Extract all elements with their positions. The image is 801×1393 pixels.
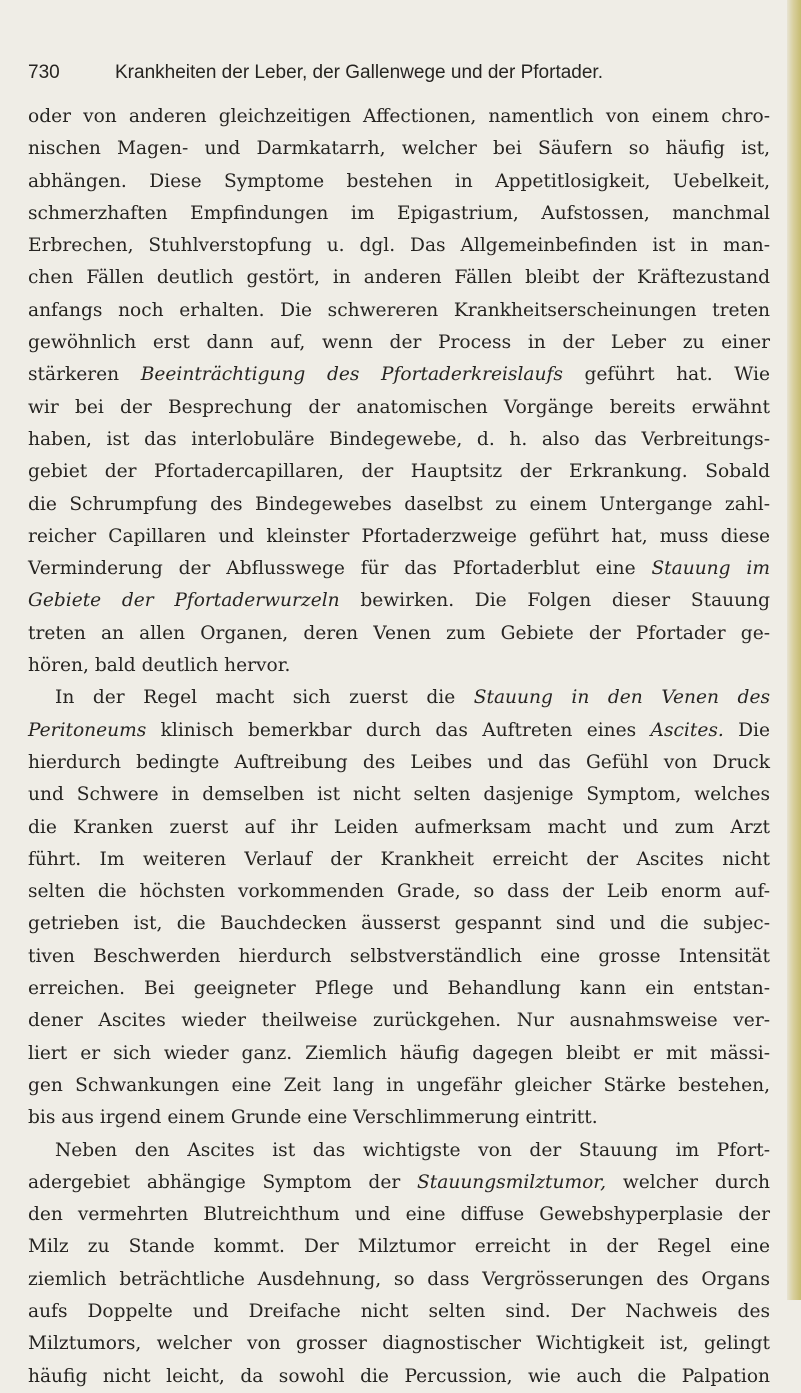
text-line — [28, 779, 770, 811]
text-line — [28, 1296, 770, 1328]
text-segment: Verminderung der Abflusswege für das Pfortaderblut eine — [28, 558, 652, 580]
text-segment: nischen Magen- und Darmkatarrh, welcher bei Säufern so häufig ist, — [28, 138, 770, 160]
text-segment: dener Ascites wieder theilweise zurückgehen. Nur ausnahmsweise ver- — [28, 1010, 770, 1032]
text-line — [28, 1361, 770, 1393]
text-segment: gen Schwankungen eine Zeit lang in ungefähr gleicher Stärke bestehen, — [28, 1074, 770, 1096]
text-line — [28, 327, 770, 359]
text-line — [28, 198, 770, 230]
text-line — [28, 166, 770, 198]
text-segment: Milztumors, welcher von grosser diagnostischer Wichtigkeit ist, gelingt — [28, 1333, 770, 1355]
text-segment: hierdurch bedingte Auftreibung des Leibes und das Gefühl von Druck — [28, 751, 770, 773]
text-segment: haben, ist das interlobuläre Bindegewebe, d. h. also das Verbreitungs- — [28, 428, 770, 450]
emphasized-text: Stauung in den Venen des — [473, 687, 770, 709]
text-line — [28, 747, 770, 779]
text-segment: bewirken. Die Folgen dieser Stauung — [339, 590, 770, 612]
text-segment: reicher Capillaren und kleinster Pfortaderzweige geführt hat, muss diese — [28, 525, 770, 547]
text-segment: Neben den Ascites ist das wichtigste von der Stauung im Pfort- — [55, 1139, 770, 1161]
text-line — [28, 1199, 770, 1231]
text-line — [28, 650, 770, 682]
text-line — [28, 715, 770, 747]
text-segment: welcher durch — [606, 1171, 771, 1193]
text-line — [28, 1102, 770, 1134]
text-segment: oder von anderen gleichzeitigen Affectionen, namentlich von einem chro- — [28, 106, 770, 127]
text-segment: gewöhnlich erst dann auf, wenn der Process in der Leber zu einer — [28, 332, 770, 354]
emphasized-text: Beeinträchtigung des Pfortaderkreislaufs — [140, 364, 563, 386]
text-segment: stärkeren — [28, 364, 141, 386]
emphasized-text: Stauung im — [651, 558, 770, 580]
emphasized-text: Peritoneums — [28, 719, 147, 741]
text-line — [28, 876, 770, 908]
text-line — [28, 262, 770, 294]
text-segment: den vermehrten Blutreichthum und eine diffuse Gewebshyperplasie der — [28, 1204, 770, 1226]
text-line — [28, 359, 770, 391]
page-edge — [787, 0, 801, 1300]
running-title: Krankheiten der Leber, der Gallenwege und der Pfortader. — [115, 62, 603, 83]
text-segment: geführt hat. Wie — [562, 364, 770, 386]
text-segment: tiven Beschwerden hierdurch selbstverständlich eine grosse Intensität — [28, 945, 770, 967]
text-line — [28, 1070, 770, 1102]
text-line — [28, 1328, 770, 1360]
text-line — [28, 1264, 770, 1296]
text-line — [28, 1038, 770, 1070]
text-line — [28, 682, 770, 714]
text-segment: erreichen. Bei geeigneter Pflege und Behandlung kann ein entstan- — [28, 978, 770, 1000]
text-line — [28, 973, 770, 1005]
text-segment: adergebiet abhängige Symptom der — [28, 1171, 418, 1193]
text-segment: ziemlich beträchtliche Ausdehnung, so dass Vergrösserungen des Organs — [28, 1268, 770, 1290]
text-segment: Die — [723, 719, 770, 741]
text-segment: führt. Im weiteren Verlauf der Krankheit erreicht der Ascites nicht — [28, 848, 770, 870]
text-line — [28, 295, 770, 327]
text-line — [28, 1005, 770, 1037]
text-line — [28, 392, 770, 424]
text-line — [28, 941, 770, 973]
text-segment: schmerzhaften Empfindungen im Epigastrium, Aufstossen, manchmal — [28, 202, 770, 224]
text-segment: häufig nicht leicht, da sowohl die Percussion, wie auch die Palpation — [28, 1365, 770, 1387]
text-segment: liert er sich wieder ganz. Ziemlich häufig dagegen bleibt er mit mässi- — [28, 1042, 770, 1064]
text-segment: Milz zu Stande kommt. Der Milztumor erreicht in der Regel eine — [28, 1236, 770, 1258]
text-line — [28, 1231, 770, 1263]
text-line — [28, 844, 770, 876]
text-segment: selten die höchsten vorkommenden Grade, so dass der Leib enorm auf- — [28, 881, 770, 903]
text-segment: die Kranken zuerst auf ihr Leiden aufmerksam macht und zum Arzt — [28, 816, 770, 838]
text-line — [28, 521, 770, 553]
text-segment: die Schrumpfung des Bindegewebes daselbst zu einem Untergange zahl- — [28, 493, 770, 515]
emphasized-text: Stauungsmilztumor, — [417, 1171, 607, 1193]
text-line — [28, 489, 770, 521]
text-segment: gebiet der Pfortadercapillaren, der Hauptsitz der Erkrankung. Sobald — [28, 461, 770, 483]
emphasized-text: Gebiete der Pfortaderwurzeln — [28, 590, 340, 612]
text-segment: abhängen. Diese Symptome bestehen in Appetitlosigkeit, Uebelkeit, — [28, 170, 770, 192]
text-line — [28, 456, 770, 488]
text-segment: bis aus irgend einem Grunde eine Verschlimmerung eintritt. — [28, 1107, 598, 1129]
text-line — [28, 618, 770, 650]
text-segment: wir bei der Besprechung der anatomischen Vorgänge bereits erwähnt — [28, 396, 770, 418]
text-segment: In der Regel macht sich zuerst die — [55, 687, 474, 709]
text-segment: aufs Doppelte und Dreifache nicht selten sind. Der Nachweis des — [28, 1300, 770, 1322]
text-segment: klinisch bemerkbar durch das Auftreten eines — [146, 719, 651, 741]
text-segment: chen Fällen deutlich gestört, in anderen Fällen bleibt der Kräftezustand — [28, 267, 770, 289]
page-number: 730 — [28, 62, 60, 83]
text-line — [28, 553, 770, 585]
text-segment: Erbrechen, Stuhlverstopfung u. dgl. Das Allgemeinbefinden ist in man- — [28, 235, 770, 257]
text-segment: hören, bald deutlich hervor. — [28, 655, 291, 677]
text-line — [28, 585, 770, 617]
text-line — [28, 812, 770, 844]
text-line — [28, 1135, 770, 1167]
text-segment: treten an allen Organen, deren Venen zum Gebiete der Pfortader ge- — [28, 622, 770, 644]
text-segment: und Schwere in demselben ist nicht selten dasjenige Symptom, welches — [28, 784, 770, 806]
text-segment: anfangs noch erhalten. Die schwereren Krankheitserscheinungen treten — [28, 299, 770, 321]
text-segment: getrieben ist, die Bauchdecken äusserst gespannt sind und die subjec- — [28, 913, 770, 935]
text-line — [28, 1167, 770, 1199]
emphasized-text: Ascites. — [650, 719, 724, 741]
text-line — [28, 133, 770, 165]
text-line — [28, 424, 770, 456]
text-line — [28, 908, 770, 940]
body-text — [28, 101, 770, 1393]
text-line — [28, 230, 770, 262]
text-line — [28, 101, 770, 133]
